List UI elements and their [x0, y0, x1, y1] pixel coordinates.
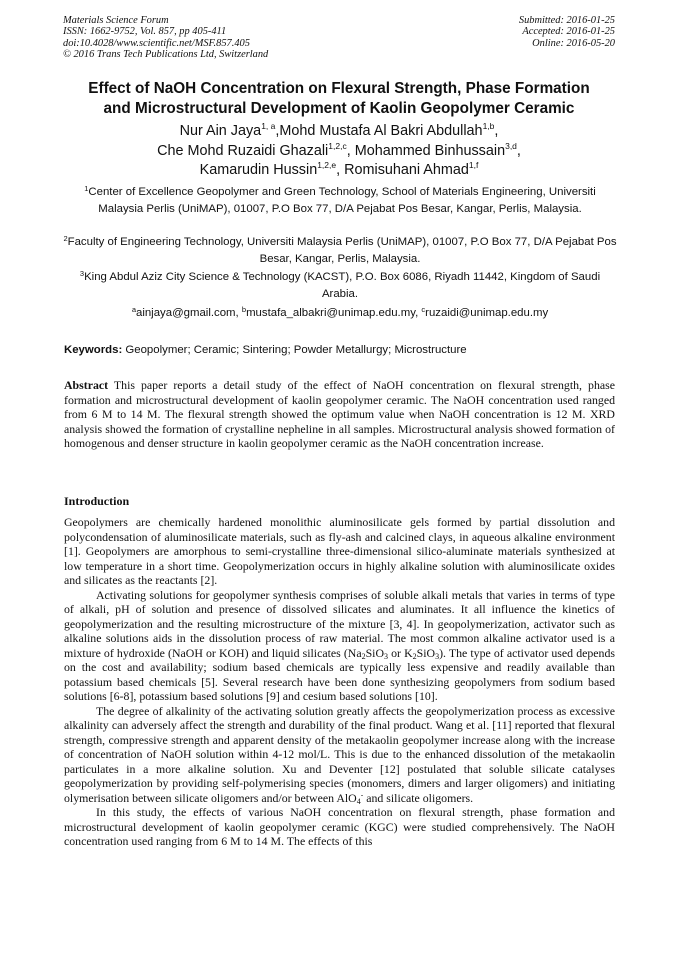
- submitted-date: Submitted: 2016-01-25: [518, 15, 615, 26]
- keywords: [64, 343, 618, 358]
- paragraph-text: ). The type of activator used depends on the cost and availability; sodium based chemicals are typically less expensive and readily available than potassium based chemicals [5]. Several research have been done synthesizing geopolymers from sodium based solutions [6-8], potassium based solutions [9] and cesium based solutions [10].: [64, 645, 615, 703]
- affiliation-text: Faculty of Engineering Technology, Universiti Malaysia Perlis (UniMAP), 01007, P.O Box 77, D/A Pejabat Pos Besar, Kangar, Perlis, Malaysia.: [67, 236, 617, 265]
- paragraph-text: Activating solutions for geopolymer synthesis comprises of soluble alkali metals that varies in terms of type of alkali, pH of solution and presence of dissolved silicates and aluminates. It all influence the kinetics of geopolymerization and the resulting microstructure of the mixture [3, 4]. In geopolymerization, activator such as alkaline solutions aids in the dissolution process of raw material. The most common alkaline activator used is a mixture of hydroxide (NaOH or KOH) and liquid silicates (Na: [64, 587, 615, 660]
- authors-line-2: Che Mohd Ruzaidi Ghazali$^{1,2,c}$, Mohammed Binhussain$^{3,d}$,: [157, 140, 521, 159]
- author-affiliation-mark: 1,b: [482, 121, 495, 131]
- abstract: [64, 378, 615, 451]
- author-list: [60, 122, 618, 181]
- abstract-label: Abstract: [64, 378, 109, 392]
- keywords-text: Geopolymer; Ceramic; Sintering; Powder Metallurgy; Microstructure: [125, 344, 467, 356]
- introduction-heading: Introduction: [64, 494, 130, 508]
- affiliation-3: [62, 269, 618, 302]
- publication-dates: [519, 15, 615, 49]
- subscript: 4: [356, 796, 361, 806]
- authors-line-3: Kamarudin Hussin$^{1,2,e}$, Romisuhani Ahmad$^{1,f}$: [199, 160, 479, 178]
- affiliation-mark: 1: [84, 184, 89, 193]
- affiliation-text: Center of Excellence Geopolymer and Green Technology, School of Materials Engineering, Universiti Malaysia Perlis (UniMAP), 01007, P.O Box 77, D/A Pejabat Pos Besar, Kangar, Perlis, Malaysia.: [88, 186, 596, 215]
- affiliation-text: King Abdul Aziz City Science & Technology (KACST), P.O. Box 6086, Riyadh 11442, Kingdom of Saudi Arabia.: [84, 271, 601, 300]
- email-mark: c: [421, 305, 426, 314]
- author-affiliation-mark: 1,2,c: [328, 140, 347, 151]
- affiliation-mark: 2: [63, 234, 68, 243]
- affiliation-2: [62, 234, 618, 267]
- journal-name: Materials Science Forum: [63, 15, 169, 26]
- doi: doi:10.4028/www.scientific.net/MSF.857.405: [63, 37, 250, 49]
- intro-paragraph-1: Geopolymers are chemically hardened monolithic aluminosilicate gels formed by partial dissolution and polycondensation of aluminosilicate materials, such as fly-ash and calcined clays, in aqueous alkaline environment [1]. Geopolymers are amorphous to semi-crystalline three-dimensional silico-aluminate materials synthesized at low temperature in a short time. Geopolymerization occurs in highly alkaline solution with aluminosilicate oxides and silicates as the reactants [2].: [64, 515, 615, 587]
- author-name: Mohd Mustafa Al Bakri Abdullah: [279, 123, 483, 139]
- author-name: Kamarudin Hussin: [199, 162, 318, 178]
- email-mark: a: [131, 305, 136, 314]
- paragraph-text: and silicate oligomers.: [363, 790, 474, 805]
- keywords-label: Keywords:: [64, 344, 123, 356]
- email-mark: b: [241, 305, 247, 314]
- paragraph-text: SiO: [365, 645, 385, 660]
- intro-paragraph-2: [64, 588, 615, 704]
- online-date: Online: 2016-05-20: [532, 37, 615, 49]
- author-affiliation-mark: 1, a: [261, 121, 276, 131]
- subscript: 3: [384, 651, 389, 661]
- author-name: Che Mohd Ruzaidi Ghazali: [157, 142, 329, 159]
- title-line-1: Effect of NaOH Concentration on Flexural Strength, Phase Formation: [88, 80, 590, 97]
- author-affiliation-mark: 3,d: [505, 140, 517, 151]
- subscript: 3: [435, 651, 440, 661]
- abstract-text: This paper reports a detail study of the effect of NaOH concentration on flexural strength, phase formation and microstructural development of kaolin geopolymer ceramic. The NaOH concentration used ranged from 6 M to 14 M. The flexural strength showed the optimum value when NaOH concentration is 12 M. XRD analysis showed the formation of crystalline nepheline in all samples. Microstructural analysis showed formation of homogenous and denser structure in kaolin geopolymer ceramic as the NaOH concentration increase.: [64, 378, 615, 450]
- email-link[interactable]: ainjaya@gmail.com: [135, 307, 236, 319]
- paragraph-text: SiO: [416, 645, 436, 660]
- author-emails: $^a$ainjaya@gmail.com, $^b$mustafa_albakri@unimap.edu.my, $^c$ruzaidi@unimap.edu.my: [131, 305, 549, 319]
- copyright: © 2016 Trans Tech Publications Ltd, Switzerland: [63, 49, 269, 61]
- intro-paragraph-4: In this study, the effects of various NaOH concentration on flexural strength, phase formation and microstructural development of kaolin geopolymer ceramic (KGC) were studied comprehensively. The NaOH concentration used ranging from 6 M to 14 M. The effects of this: [64, 805, 615, 848]
- title-line-2: and Microstructural Development of Kaolin Geopolymer Ceramic: [103, 100, 575, 117]
- paragraph-text: or K: [388, 645, 413, 660]
- journal-info: [63, 15, 268, 61]
- accepted-date: Accepted: 2016-01-25: [522, 26, 615, 38]
- paper-title: [60, 79, 618, 119]
- affiliation-mark: 3: [79, 269, 85, 278]
- introduction-body: [64, 515, 615, 849]
- authors-line-1: Nur Ain Jaya$^{1, a}$,Mohd Mustafa Al Bakri Abdullah$^{1,b}$,: [179, 121, 499, 139]
- email-link[interactable]: ruzaidi@unimap.edu.my: [425, 307, 549, 319]
- author-name: Nur Ain Jaya: [179, 123, 262, 139]
- author-affiliation-mark: 1,f: [468, 160, 479, 170]
- author-name: Mohammed Binhussain: [354, 142, 506, 159]
- affiliation-1: [62, 184, 618, 217]
- author-name: Romisuhani Ahmad: [344, 162, 469, 178]
- issn-volume: ISSN: 1662-9752, Vol. 857, pp 405-411: [63, 26, 227, 38]
- superscript: -: [360, 789, 364, 799]
- author-affiliation-mark: 1,2,e: [317, 160, 337, 170]
- paragraph-text: The degree of alkalinity of the activating solution greatly affects the geopolymerization process as excessive alkalinity can adversely affect the strength and durability of the final product. Wang et al. [11] reported that flexural strength, compressive strength and apparent density of the metakaolin geopolymer increase along with the increase of concentration of NaOH solution within 4-12 mol/L. This is due to the enhanced dissolution of the metakaolin particulates in a more alkaline solution. Xu and Deventer [12] postulated that soluble silicate catalyses geopolymerization by providing self-polymerising species (monomers, dimers and larger oligomers) and initiating olymerisation between silicate oligomers and/or between AlO: [64, 703, 615, 805]
- subscript: 2: [412, 651, 417, 661]
- intro-paragraph-3: [64, 704, 615, 806]
- email-link[interactable]: mustafa_albakri@unimap.edu.my: [246, 307, 416, 319]
- subscript: 2: [361, 651, 366, 661]
